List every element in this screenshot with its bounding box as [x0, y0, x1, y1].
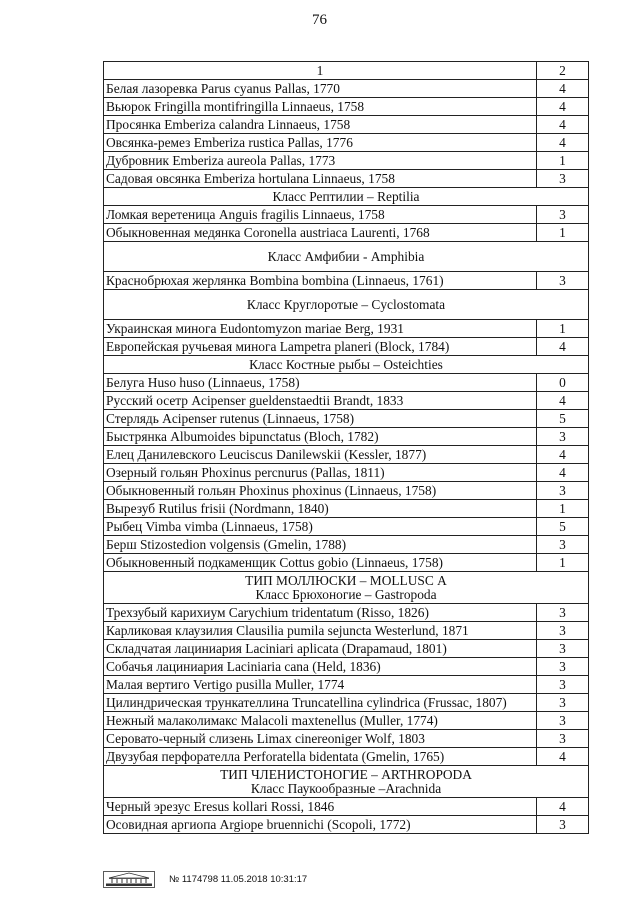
species-name: Двузубая перфорателла Perforatella bidentata (Gmelin, 1765) — [104, 748, 537, 766]
rarity-category: 3 — [537, 816, 589, 834]
species-name: Нежный малаколимакс Malacoli maxtenellus (Muller, 1774) — [104, 712, 537, 730]
rarity-category: 4 — [537, 338, 589, 356]
species-row — [104, 374, 589, 392]
page-number: 76 — [312, 12, 327, 28]
species-name: Складчатая лациниария Laciniari aplicata (Drapamaud, 1801) — [104, 640, 537, 658]
species-row — [104, 500, 589, 518]
class-heading — [104, 188, 589, 206]
class-heading-line: ТИП ЧЛЕНИСТОНОГИЕ – ARTHROPODA — [220, 767, 472, 782]
rarity-category: 4 — [537, 134, 589, 152]
rarity-category: 4 — [537, 798, 589, 816]
species-name: Обыкновенный гольян Phoxinus phoxinus (Linnaeus, 1758) — [104, 482, 537, 500]
species-row — [104, 134, 589, 152]
rarity-category: 3 — [537, 482, 589, 500]
species-row — [104, 816, 589, 834]
species-name: Черный эрезус Eresus kollari Rossi, 1846 — [104, 798, 537, 816]
species-name: Европейская ручьевая минога Lampetra planeri (Block, 1784) — [104, 338, 537, 356]
species-name: Осовидная аргиопа Argiope bruennichi (Scopoli, 1772) — [104, 816, 537, 834]
rarity-category: 4 — [537, 748, 589, 766]
species-name: Краснобрюхая жерлянка Bombina bombina (Linnaeus, 1761) — [104, 272, 537, 290]
species-name: Вырезуб Rutilus frisii (Nordmann, 1840) — [104, 500, 537, 518]
species-name: Белая лазоревка Parus cyanus Pallas, 1770 — [104, 80, 537, 98]
footer-stamp — [103, 871, 403, 889]
rarity-category: 3 — [537, 640, 589, 658]
species-row — [104, 482, 589, 500]
table-header-row — [104, 62, 589, 80]
species-name: Вьюрок Fringilla montifringilla Linnaeus, 1758 — [104, 98, 537, 116]
species-row — [104, 410, 589, 428]
class-heading — [104, 356, 589, 374]
species-name: Рыбец Vimba vimba (Linnaeus, 1758) — [104, 518, 537, 536]
species-name: Серовато-черный слизень Limax cinereoniger Wolf, 1803 — [104, 730, 537, 748]
species-name: Ломкая веретеница Anguis fragilis Linnaeus, 1758 — [104, 206, 537, 224]
rarity-category: 3 — [537, 428, 589, 446]
species-name: Обыкновенная медянка Coronella austriaca Laurenti, 1768 — [104, 224, 537, 242]
rarity-category: 1 — [537, 152, 589, 170]
species-row — [104, 272, 589, 290]
rarity-category: 4 — [537, 116, 589, 134]
rarity-category: 3 — [537, 604, 589, 622]
species-row — [104, 224, 589, 242]
species-row — [104, 320, 589, 338]
class-heading-row — [104, 356, 589, 374]
class-heading-line: Класс Костные рыбы – Osteichties — [249, 357, 443, 372]
species-row — [104, 748, 589, 766]
species-name: Садовая овсянка Emberiza hortulana Linnaeus, 1758 — [104, 170, 537, 188]
species-row — [104, 170, 589, 188]
species-row — [104, 658, 589, 676]
species-name: Быстрянка Albumoides bipunctatus (Bloch, 1782) — [104, 428, 537, 446]
species-name: Русский осетр Acipenser gueldenstaedtii Brandt, 1833 — [104, 392, 537, 410]
rarity-category: 5 — [537, 518, 589, 536]
species-table — [103, 61, 589, 834]
class-heading — [104, 766, 589, 798]
species-row — [104, 428, 589, 446]
species-name: Белуга Huso huso (Linnaeus, 1758) — [104, 374, 537, 392]
species-row — [104, 206, 589, 224]
species-row — [104, 730, 589, 748]
species-name: Овсянка-ремез Emberiza rustica Pallas, 1776 — [104, 134, 537, 152]
species-name: Трехзубый карихиум Carychium tridentatum (Risso, 1826) — [104, 604, 537, 622]
species-row — [104, 676, 589, 694]
species-row — [104, 518, 589, 536]
species-row — [104, 116, 589, 134]
species-row — [104, 694, 589, 712]
class-heading-row — [104, 766, 589, 798]
rarity-category: 3 — [537, 658, 589, 676]
species-row — [104, 446, 589, 464]
species-name: Озерный гольян Phoxinus percnurus (Pallas, 1811) — [104, 464, 537, 482]
rarity-category: 3 — [537, 712, 589, 730]
rarity-category: 3 — [537, 622, 589, 640]
rarity-category: 3 — [537, 170, 589, 188]
class-heading-row — [104, 572, 589, 604]
document-stamp-text: № 1174798 11.05.2018 10:31:17 — [169, 874, 308, 885]
species-row — [104, 80, 589, 98]
species-name: Цилиндрическая трункателлина Truncatellina cylindrica (Frussac, 1807) — [104, 694, 537, 712]
rarity-category: 3 — [537, 676, 589, 694]
class-heading-row — [104, 242, 589, 272]
rarity-category: 5 — [537, 410, 589, 428]
rarity-category: 4 — [537, 80, 589, 98]
rarity-category: 1 — [537, 500, 589, 518]
class-heading-line: Класс Брюхоногие – Gastropoda — [255, 587, 437, 602]
rarity-category: 4 — [537, 392, 589, 410]
rarity-category: 4 — [537, 98, 589, 116]
rarity-category: 1 — [537, 554, 589, 572]
rarity-category: 4 — [537, 464, 589, 482]
rarity-category: 3 — [537, 206, 589, 224]
class-heading-line: ТИП МОЛЛЮСКИ – MOLLUSC А — [245, 573, 447, 588]
species-row — [104, 98, 589, 116]
class-heading-line: Класс Круглоротые – Cyclostomata — [246, 297, 446, 312]
species-row — [104, 338, 589, 356]
species-row — [104, 464, 589, 482]
rarity-category: 3 — [537, 730, 589, 748]
species-name: Обыкновенный подкаменщик Cottus gobio (Linnaeus, 1758) — [104, 554, 537, 572]
species-name: Просянка Emberiza calandra Linnaeus, 1758 — [104, 116, 537, 134]
species-name: Украинская минога Eudontomyzon mariae Berg, 1931 — [104, 320, 537, 338]
rarity-category: 1 — [537, 224, 589, 242]
rarity-category: 3 — [537, 536, 589, 554]
class-heading-line: Класс Паукообразные –Arachnida — [250, 781, 442, 796]
rarity-category: 3 — [537, 272, 589, 290]
species-row — [104, 392, 589, 410]
species-row — [104, 712, 589, 730]
species-row — [104, 622, 589, 640]
rarity-category: 4 — [537, 446, 589, 464]
species-row — [104, 640, 589, 658]
species-name: Малая вертиго Vertigo pusilla Muller, 1774 — [104, 676, 537, 694]
government-building-seal-icon — [103, 871, 155, 888]
class-heading-row — [104, 188, 589, 206]
species-name: Собачья лациниария Laciniaria cana (Held, 1836) — [104, 658, 537, 676]
species-row — [104, 536, 589, 554]
rarity-category: 3 — [537, 694, 589, 712]
species-table-body — [104, 62, 589, 834]
class-heading — [104, 290, 589, 320]
species-row — [104, 554, 589, 572]
species-name: Елец Данилевского Leuciscus Danilewskii (Kessler, 1877) — [104, 446, 537, 464]
class-heading — [104, 242, 589, 272]
header-col-2: 2 — [537, 62, 589, 80]
species-name: Карликовая клаузилия Clausilia pumila sejuncta Westerlund, 1871 — [104, 622, 537, 640]
species-row — [104, 798, 589, 816]
class-heading — [104, 572, 589, 604]
species-name: Берш Stizostedion volgensis (Gmelin, 1788) — [104, 536, 537, 554]
species-row — [104, 604, 589, 622]
class-heading-row — [104, 290, 589, 320]
class-heading-line: Класс Рептилии – Reptilia — [272, 189, 420, 204]
species-row — [104, 152, 589, 170]
rarity-category: 0 — [537, 374, 589, 392]
header-col-1: 1 — [104, 62, 537, 80]
species-name: Дубровник Emberiza aureola Pallas, 1773 — [104, 152, 537, 170]
class-heading-line: Класс Амфибии - Amphibia — [267, 249, 425, 264]
species-name: Стерлядь Acipenser rutenus (Linnaeus, 1758) — [104, 410, 537, 428]
rarity-category: 1 — [537, 320, 589, 338]
